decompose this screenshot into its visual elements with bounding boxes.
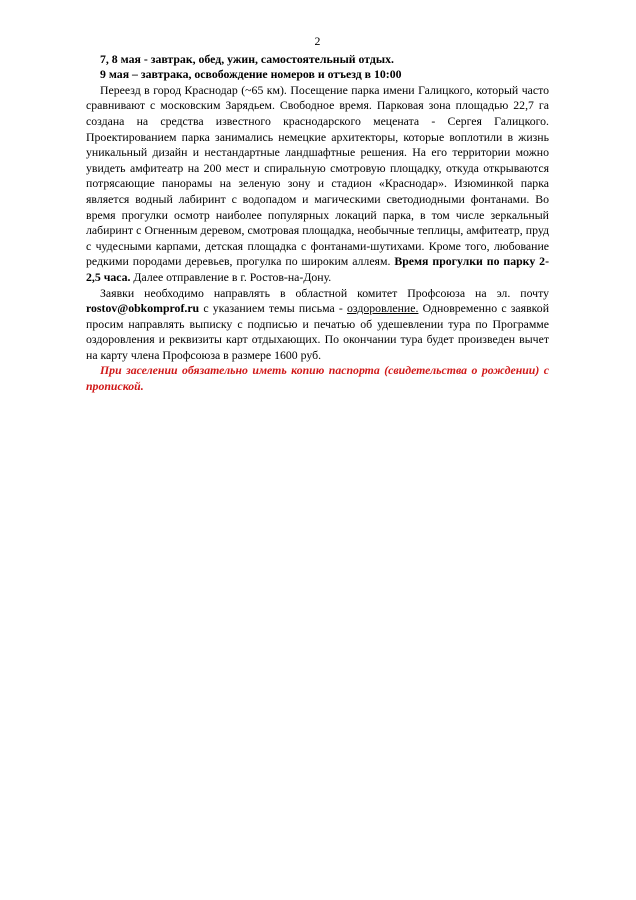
application-intro-text: Заявки необходимо направлять в областной комитет Профсоюза на эл. почту xyxy=(100,285,549,300)
schedule-line-may-9: 9 мая – завтрака, освобождение номеров и отъезд в 10:00 xyxy=(100,67,402,82)
park-visit-paragraph xyxy=(86,83,549,286)
application-paragraph xyxy=(86,286,549,364)
park-visit-text: Переезд в город Краснодар (~65 км). Посещение парка имени Галицкого, который часто сравнивают с московским Зарядьем. Свободное время. Парковая зона площадью 22,7 га создана на средства известного краснодарского мецената - Сергея Галицкого. Проектированием парка занимались немецкие архитекторы, которые воплотили в жизнь уникальный дизайн и нестандартные ландшафтные решения. На его территории можно увидеть амфитеатр на 200 мест и спиральную смотровую площадку, откуда открываются потрясающие панорамы на зеленую зону и стадион «Краснодар». Изюминкой парка является водный лабиринт с водопадом и магическими светодиодными фонтанами. Во время прогулки осмотр наиболее популярных локаций парка, в том числе зеркальный лабиринт с Огненным деревом, смотровая площадка, необычные теплицы, амфитеатр, пруд с чудесными карпами, детская площадка с фонтанами-шутихами. Кроме того, любование редкими породами деревьев, прогулка по широким аллеям. xyxy=(86,82,549,269)
passport-note: При заселении обязательно иметь копию паспорта (свидетельства о рождении) с пропиской. xyxy=(86,363,549,394)
schedule-line-may-7-8: 7, 8 мая - завтрак, обед, ужин, самостоятельный отдых. xyxy=(100,51,394,66)
email-subject-text: оздоровление. xyxy=(347,301,419,316)
document-page xyxy=(86,34,549,395)
application-rest-text: Одновременно с заявкой просим направлять выписку с подписью и печатью об удешевлении тура по Программе оздоровления и реквизиты карт отдыхающих. По окончании тура будет произведен вычет на карту члена Профсоюза в размере 1600 руб. xyxy=(86,301,550,362)
departure-text: Далее отправление в г. Ростов-на-Дону. xyxy=(130,269,332,284)
subject-prefix-text: с указанием темы письма - xyxy=(199,301,348,316)
contact-email-link[interactable]: rostov@obkomprof.ru xyxy=(86,301,200,316)
walk-time-text: Время прогулки по парку 2-2,5 часа. xyxy=(86,254,549,284)
page-number: 2 xyxy=(314,34,321,48)
